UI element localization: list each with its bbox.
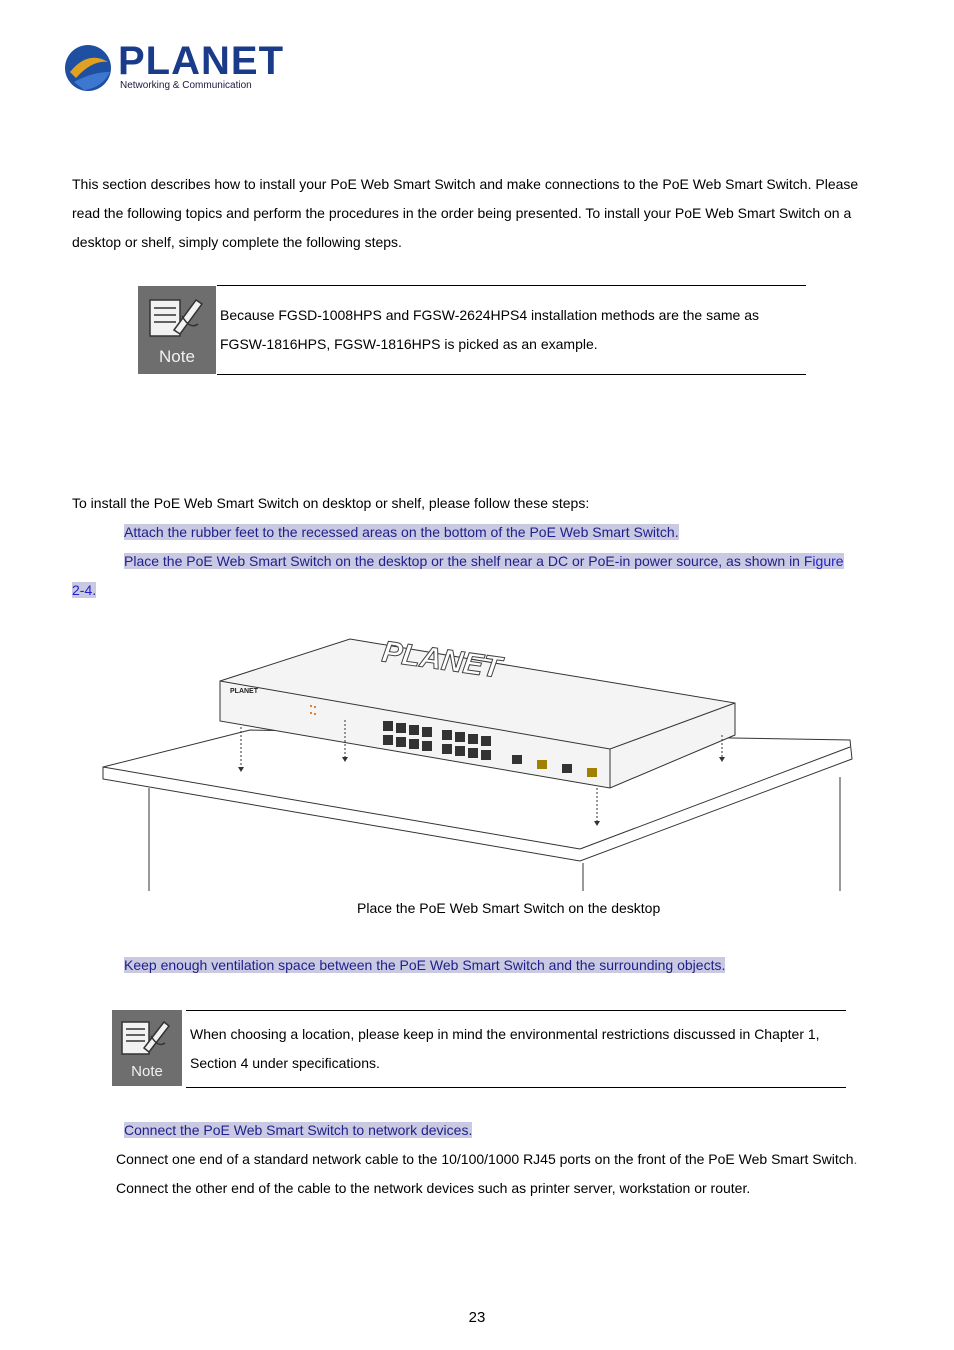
logo-tagline: Networking & Communication	[120, 80, 252, 91]
step-3	[124, 951, 725, 980]
switch-on-desk-illustration	[100, 635, 855, 895]
note-icon-2	[112, 1010, 182, 1086]
step-4-text: Connect the PoE Web Smart Switch to network devices.	[124, 1122, 473, 1138]
figure-caption: Place the PoE Web Smart Switch on the desktop	[357, 900, 661, 916]
figure-link-number[interactable]: 2-4	[72, 582, 93, 598]
logo-brand: PLANET	[118, 39, 284, 83]
step-4	[124, 1116, 472, 1145]
step-2-cont	[72, 576, 96, 605]
step-4-sub-1-end: .	[853, 1151, 858, 1167]
note-text-1	[220, 301, 804, 359]
note-icon-label-1: Note	[159, 347, 195, 366]
note-icon-label-2: Note	[131, 1063, 163, 1080]
note1-line-1: Because FGSD-1008HPS and FGSW-2624HPS4 installation methods are the same as	[220, 307, 760, 323]
step-2-text: Place the PoE Web Smart Switch on the desktop or the shelf near a DC or PoE-in power source, as shown in	[124, 553, 800, 569]
step-3-text: Keep enough ventilation space between the PoE Web Smart Switch and the surrounding objects.	[124, 957, 726, 973]
note-icon-1	[138, 286, 216, 374]
step-4-sub-1	[116, 1145, 857, 1174]
note-text-2	[190, 1020, 846, 1078]
note2-line-1: When choosing a location, please keep in mind the environmental restrictions discussed in Chapter 1,	[190, 1026, 820, 1042]
page-number: 23	[468, 1309, 486, 1326]
intro-line-3: desktop or shelf, simply complete the following steps.	[72, 234, 402, 250]
note1-line-2: FGSW-1816HPS, FGSW-1816HPS is picked as an example.	[220, 336, 598, 352]
device-logo: PLANET	[230, 688, 258, 695]
intro-line-1: This section describes how to install your PoE Web Smart Switch and make connections to the PoE Web Smart Switch. Please	[72, 176, 859, 192]
step-2	[124, 547, 844, 576]
step-1	[124, 518, 679, 547]
intro-paragraph	[72, 170, 892, 257]
intro-line-2: read the following topics and perform the procedures in the order being presented. To install your PoE Web Smart Switch on a	[72, 205, 852, 221]
lid-logo: PLANET	[379, 635, 504, 685]
figure-desktop-install	[100, 635, 855, 895]
steps-lead: To install the PoE Web Smart Switch on desktop or shelf, please follow these steps:	[72, 495, 590, 511]
step-2-end: .	[92, 582, 97, 598]
figure-link[interactable]: Figure	[803, 553, 844, 569]
planet-logo	[62, 39, 284, 96]
step-4-sub-1-text: Connect one end of a standard network cable to the 10/100/1000 RJ45 ports on the front of the PoE Web Smart Switch	[116, 1151, 854, 1167]
step-1-text: Attach the rubber feet to the recessed areas on the bottom of the PoE Web Smart Switch.	[124, 524, 679, 540]
step-4-sub-2: Connect the other end of the cable to the network devices such as printer server, workstation or router.	[116, 1180, 751, 1196]
note2-line-2: Section 4 under specifications.	[190, 1055, 380, 1071]
globe-icon	[62, 42, 114, 94]
